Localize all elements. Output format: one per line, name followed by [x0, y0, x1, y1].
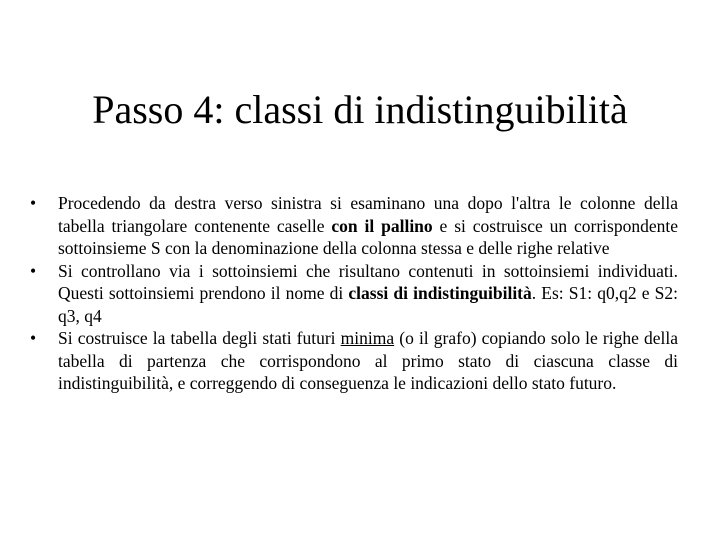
- bullet-item: [30, 327, 678, 395]
- bullet-text-bold: con il pallino: [331, 215, 433, 236]
- bullet-icon: •: [30, 193, 37, 213]
- bullet-text: Si controllano via i sottoinsiemi che risultano contenuti in sottoinsiemi individuati. Questi sottoinsiemi prendono il nome di: [58, 260, 678, 303]
- bullet-text: e si costruisce un corrispondente sottoinsieme S con la denominazione della colonna stessa e delle righe relative: [58, 215, 678, 258]
- bullet-text: Si costruisce la tabella degli stati futuri: [58, 328, 341, 348]
- bullet-list: [30, 192, 678, 395]
- bullet-text: . Es: S1: q0,q2 e S2: q3, q4: [58, 283, 679, 326]
- bullet-icon: •: [30, 260, 37, 281]
- bullet-text-underlined: minima: [340, 328, 395, 348]
- bullet-icon: •: [30, 328, 37, 348]
- slide-title: Passo 4: classi di indistinguibilità: [92, 87, 628, 132]
- bullet-text-bold: classi di indistinguibilità: [348, 283, 532, 303]
- bullet-text: Procedendo da destra verso sinistra si esaminano una dopo l'altra le colonne della tabella triangolare contenente caselle: [58, 193, 678, 236]
- bullet-item: [30, 260, 678, 328]
- bullet-item: [30, 192, 678, 260]
- bullet-text: (o il grafo) copiando solo le righe della tabella di partenza che corrispondono al primo stato di ciascuna classe di indistinguibilità, e correggendo di conseguenza le indicazioni dello stato futuro.: [58, 328, 679, 393]
